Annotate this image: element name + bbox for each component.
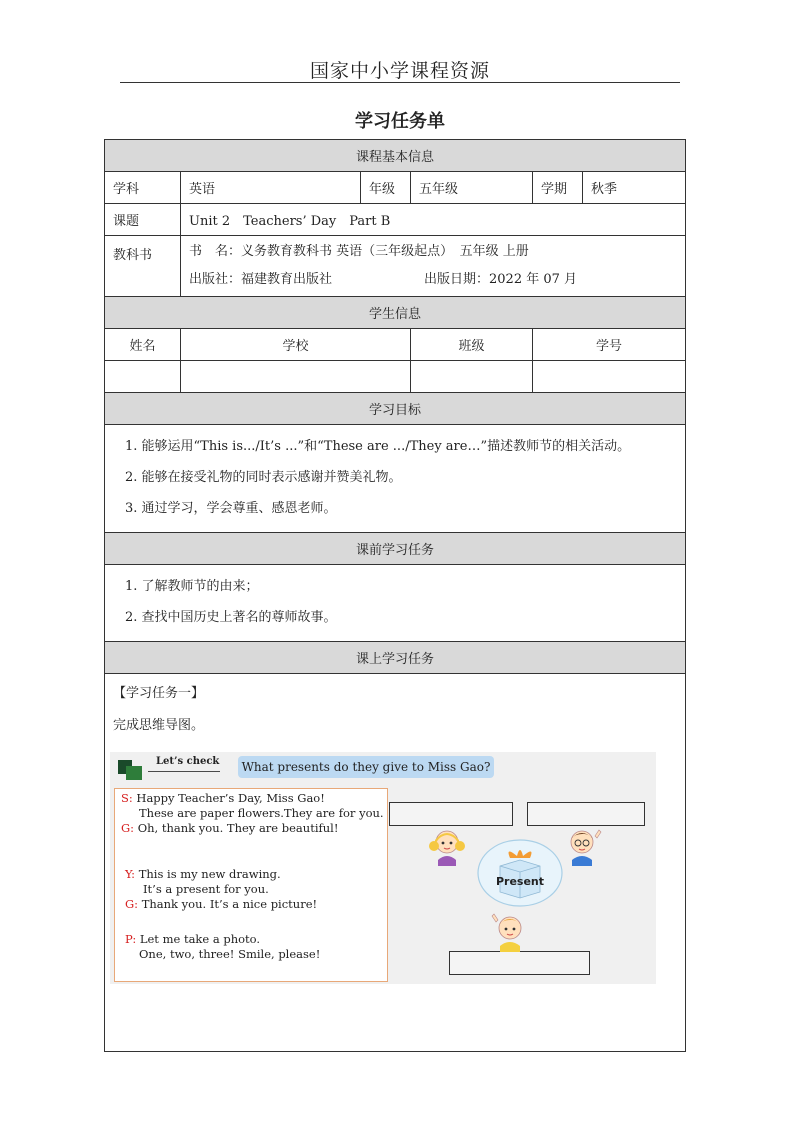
question-banner: What presents do they give to Miss Gao? bbox=[238, 756, 494, 778]
green-squares-icon bbox=[118, 758, 144, 782]
goal-item: 2. 能够在接受礼物的同时表示感谢并赞美礼物。 bbox=[125, 470, 402, 485]
student-name-header: 姓名 bbox=[105, 329, 181, 361]
term-label: 学期 bbox=[533, 172, 583, 204]
topic-value: Unit 2 Teachers’ Day Part B bbox=[181, 204, 686, 236]
student-class-header: 班级 bbox=[411, 329, 533, 361]
publish-date: 出版日期：2022 年 07 月 bbox=[424, 272, 578, 287]
student-school-cell[interactable] bbox=[181, 361, 411, 393]
dialogue-line: One, two, three! Smile, please! bbox=[139, 947, 321, 961]
student-school-header: 学校 bbox=[181, 329, 411, 361]
section-goals: 学习目标 bbox=[105, 393, 686, 425]
textbook-details bbox=[181, 236, 686, 297]
subject-label: 学科 bbox=[105, 172, 181, 204]
dialogue-line: Y: This is my new drawing. bbox=[125, 867, 281, 881]
grade-value: 五年级 bbox=[411, 172, 533, 204]
goals-list bbox=[105, 425, 686, 533]
dialogue-line: S: Happy Teacher’s Day, Miss Gao! bbox=[121, 791, 325, 805]
section-course-info: 课程基本信息 bbox=[105, 140, 686, 172]
book-name: 书 名：义务教育教科书 英语（三年级起点） 五年级 上册 bbox=[189, 244, 529, 259]
answer-box-bottom[interactable] bbox=[449, 951, 590, 975]
class-task-body bbox=[105, 674, 686, 1052]
dialogue-line: G: Thank you. It’s a nice picture! bbox=[125, 897, 318, 911]
term-value: 秋季 bbox=[583, 172, 686, 204]
site-header: 国家中小学课程资源 bbox=[309, 60, 490, 82]
goal-item: 1. 能够运用“This is.../It’s ...”和“These are .../They are…”描述教师节的相关活动。 bbox=[125, 439, 631, 454]
title-underline bbox=[148, 771, 220, 772]
answer-box-left[interactable] bbox=[389, 802, 513, 826]
student-class-cell[interactable] bbox=[411, 361, 533, 393]
goal-item: 3. 通过学习，学会尊重、感恩老师。 bbox=[125, 501, 337, 516]
student-name-cell[interactable] bbox=[105, 361, 181, 393]
student-id-cell[interactable] bbox=[533, 361, 686, 393]
girl-character-icon bbox=[426, 824, 468, 866]
header-rule bbox=[120, 82, 680, 83]
subject-value: 英语 bbox=[181, 172, 361, 204]
present-label: Present bbox=[495, 875, 545, 888]
lets-check-panel bbox=[110, 752, 656, 984]
student-id-header: 学号 bbox=[533, 329, 686, 361]
dialogue-line: P: Let me take a photo. bbox=[125, 932, 261, 946]
textbook-label: 教科书 bbox=[105, 236, 181, 297]
pre-task-item: 2. 查找中国历史上著名的尊师故事。 bbox=[125, 610, 337, 625]
task-one-label: 【学习任务一】 bbox=[113, 686, 205, 701]
task-sheet-table bbox=[104, 139, 686, 1052]
dialogue-line: G: Oh, thank you. They are beautiful! bbox=[121, 821, 339, 835]
task-one-description: 完成思维导图。 bbox=[113, 718, 205, 733]
topic-label: 课题 bbox=[105, 204, 181, 236]
answer-box-right[interactable] bbox=[527, 802, 645, 826]
lets-check-title: Let’s check bbox=[156, 756, 220, 767]
present-gift-icon bbox=[475, 836, 565, 908]
pre-task-list bbox=[105, 565, 686, 642]
dialogue-box bbox=[114, 788, 388, 982]
section-class-tasks: 课上学习任务 bbox=[105, 642, 686, 674]
dialogue-line: These are paper flowers.They are for you. bbox=[139, 806, 384, 820]
publisher: 出版社：福建教育出版社 bbox=[189, 272, 333, 287]
dialogue-line: It’s a present for you. bbox=[143, 882, 269, 896]
pre-task-item: 1. 了解教师节的由来； bbox=[125, 579, 259, 594]
boy-blond-character-icon bbox=[488, 910, 530, 952]
document-title: 学习任务单 bbox=[355, 111, 445, 132]
boy-character-icon bbox=[562, 824, 604, 866]
book-publisher-line bbox=[189, 268, 677, 296]
section-pre-tasks: 课前学习任务 bbox=[105, 533, 686, 565]
section-student-info: 学生信息 bbox=[105, 297, 686, 329]
grade-label: 年级 bbox=[361, 172, 411, 204]
